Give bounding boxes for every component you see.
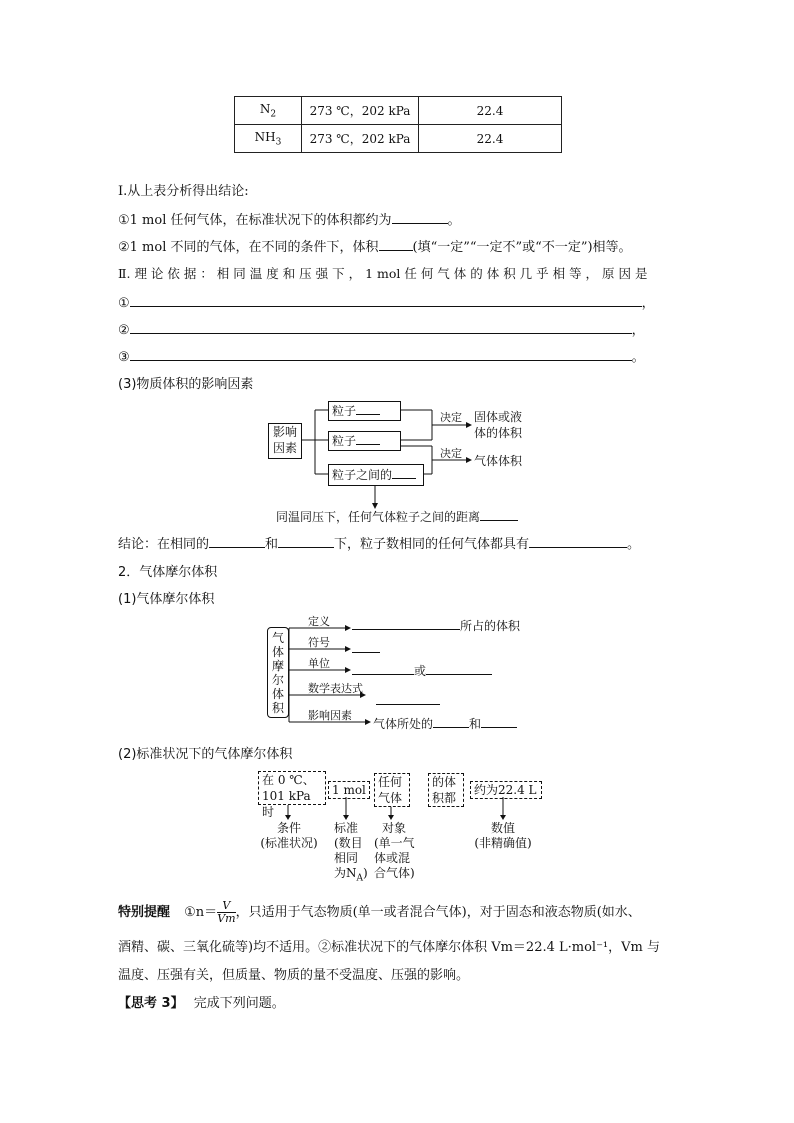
- answer-blank[interactable]: [392, 466, 416, 479]
- conclusion-heading: Ⅰ.从上表分析得出结论:: [118, 184, 249, 199]
- mv-symbol-line: [352, 640, 380, 656]
- conclusion-item-2: ②1 mol 不同的气体，在不同的条件下，体积 (填“一定”“一定不”或“不一定”)相等。: [118, 236, 632, 255]
- std-caption-value: 数值 (非精确值): [474, 821, 532, 850]
- conclusion-item-1: ①1 mol 任何气体，在标准状况下的体积都约为 。: [118, 209, 461, 228]
- think-3: 【思考 3】 完成下列问题。: [118, 996, 285, 1011]
- answer-blank[interactable]: [352, 640, 380, 653]
- reason-1: ① ，: [118, 292, 655, 311]
- std-caption-standard: 标准 (数目 相同 为$N_A$): [334, 821, 368, 884]
- mv-factors-label: 影响因素: [308, 709, 352, 722]
- gas-cell: $N_2$: [235, 97, 302, 125]
- answer-blank[interactable]: [480, 508, 518, 521]
- mv-formula-label: 数学表达式: [308, 682, 363, 695]
- mv-unit-line: 或: [352, 662, 492, 679]
- gas-cell: $NH_3$: [235, 125, 302, 153]
- volume-cell: 22.4: [419, 125, 562, 153]
- section-3-title: (3)物质体积的影响因素: [118, 377, 254, 392]
- answer-blank[interactable]: [278, 534, 334, 548]
- mv-def-line: 所占的体积: [352, 617, 520, 634]
- condition-cell: 273 ℃，202 kPa: [302, 97, 419, 125]
- decide-label-2: 决定: [440, 447, 462, 460]
- particle-box-1: 粒子: [328, 401, 401, 421]
- mv-def-label: 定义: [308, 615, 330, 628]
- reason-2: ② ，: [118, 319, 645, 338]
- result-solid-liquid: 固体或液体的体积: [474, 410, 523, 440]
- section-3-conclusion: 结论：在相同的 和 下，粒子数相同的任何气体都具有 。: [118, 533, 640, 552]
- mv-factors-line: 气体所处的 和: [373, 715, 517, 732]
- std-condition-box: 在 0 ℃、 101 kPa时: [258, 771, 326, 805]
- tip-line-3: 温度、压强有关，但质量、物质的量不受温度、压强的影响。: [118, 968, 470, 983]
- fraction: $\frac{V}{Vm}$: [217, 899, 236, 925]
- tip-line-2: 酒精、碳、三氧化硫等)均不适用。②标准状况下的气体摩尔体积 Vm＝22.4 L·mol⁻¹，Vm 与: [118, 940, 660, 955]
- particle-box-2: 粒子: [328, 431, 401, 451]
- std-amount-box: 1 mol: [328, 781, 370, 799]
- bottom-note: 同温同压下，任何气体粒子之间的距离: [276, 508, 518, 525]
- answer-blank[interactable]: [352, 662, 414, 675]
- decide-label-1: 决定: [440, 411, 462, 424]
- volume-cell: 22.4: [419, 97, 562, 125]
- section-2-sub1: (1)气体摩尔体积: [118, 592, 215, 607]
- std-value-box: 约为22.4 L: [470, 781, 542, 799]
- section-std-title: (2)标准状况下的气体摩尔体积: [118, 747, 293, 762]
- answer-blank[interactable]: [433, 715, 469, 728]
- std-volume-box: 的体 积都: [428, 773, 464, 807]
- std-object-box: 任何 气体: [374, 773, 410, 807]
- answer-blank[interactable]: [376, 692, 440, 705]
- mv-symbol-label: 符号: [308, 636, 330, 649]
- condition-cell: 273 ℃，202 kPa: [302, 125, 419, 153]
- std-caption-condition: 条件 (标准状况): [260, 821, 318, 850]
- answer-blank[interactable]: [352, 617, 460, 630]
- mv-unit-label: 单位: [308, 657, 330, 670]
- factor-box: 影响因素: [268, 423, 302, 459]
- answer-blank[interactable]: [481, 715, 517, 728]
- tip-line-1: 特别提醒 ①n＝ $\frac{V}{Vm}$ ，只适用于气态物质(单一或者混合气体)，对于固态和液态物质(如水、: [118, 899, 641, 925]
- section-2-title: 2．气体摩尔体积: [118, 565, 218, 580]
- answer-blank[interactable]: [426, 662, 492, 675]
- std-caption-object: 对象 (单一气 体或混 合气体): [374, 821, 415, 880]
- mv-formula-line: [376, 692, 440, 708]
- result-gas-volume: 气体体积: [474, 454, 523, 468]
- theory-basis: Ⅱ. 理 论 依 据 ： 相 同 温 度 和 压 强 下 ， 1 mol 任 何 气 体 的 体 积 几 乎 相 等 ， 原 因 是: [118, 266, 648, 281]
- answer-blank[interactable]: [529, 534, 627, 548]
- answer-blank[interactable]: [356, 432, 380, 445]
- reason-3: ③ 。: [118, 346, 645, 365]
- answer-blank[interactable]: [209, 534, 265, 548]
- answer-blank[interactable]: [356, 402, 380, 415]
- particle-box-3: 粒子之间的: [328, 464, 424, 486]
- molar-volume-vertical-box: 气体摩尔体积: [267, 627, 289, 718]
